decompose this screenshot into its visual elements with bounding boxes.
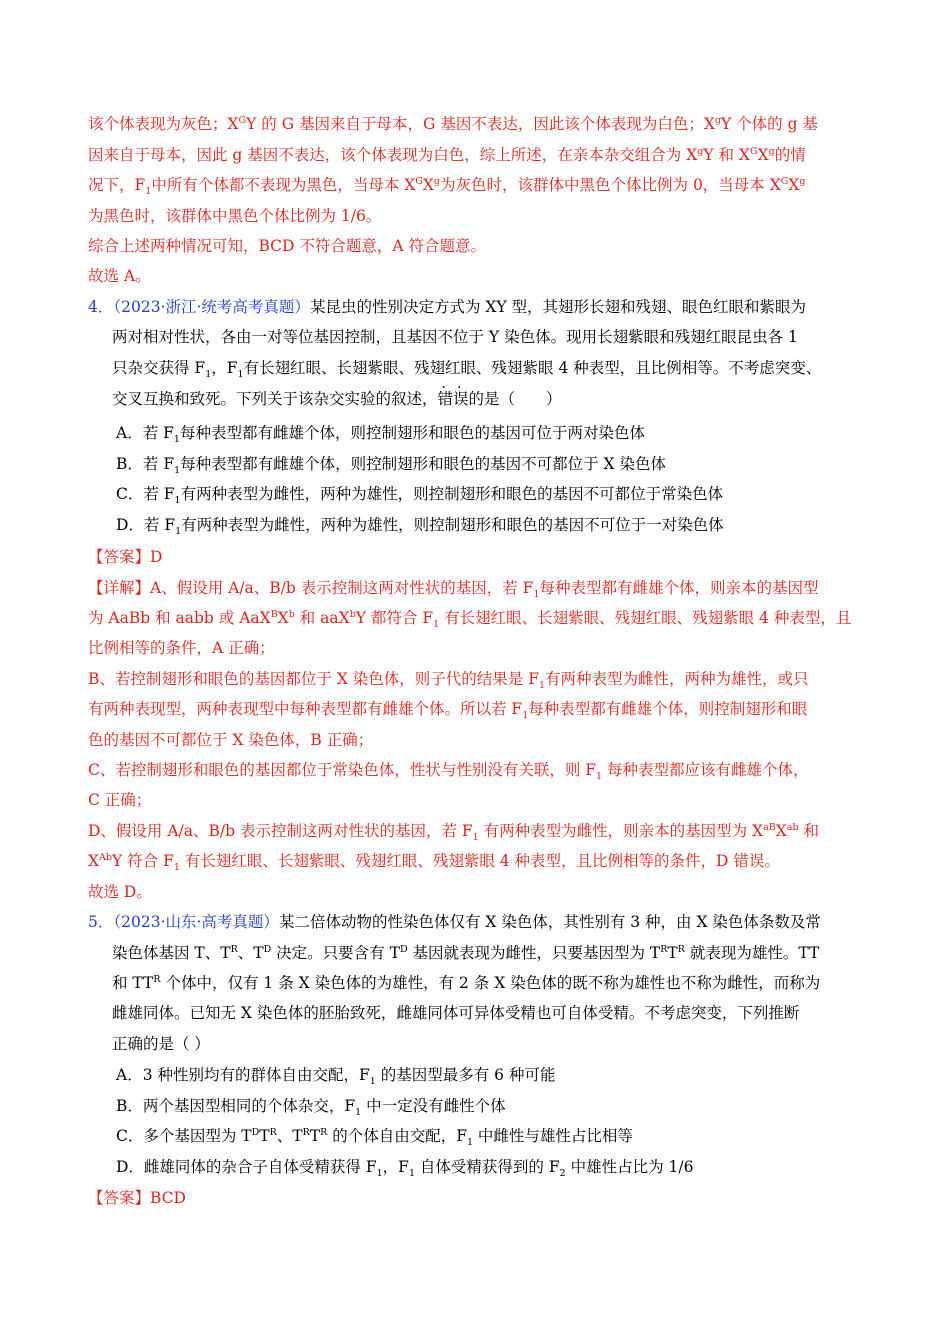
q4-number: 4． (88, 298, 114, 316)
q5-stem-line-1: 5．（2023·山东·高考真题）某二倍体动物的性染色体仅有 X 染色体，其性别有 3 种，由 X 染色体条数及常 (88, 913, 821, 931)
q5-source: （2023·山东·高考真题） (113, 913, 279, 931)
q4-detail-line-7: C、若控制翅形和眼色的基因都位于常染色体，性状与性别没有关联，则 $F_1$ 每种表型都应该有雌雄个体， (88, 761, 809, 783)
q4-detail-line-8: C 正确； (88, 791, 152, 809)
cont-line-5: 综合上述两种情况可知，BCD 不符合题意，A 符合题意。 (88, 237, 487, 255)
cont-line-2: 因来自于母本，因此 g 基因不表达，该个体表现为白色，综上所述，在亲本杂交组合为 $X^gY$ 和 $X^GX^g$的情 (88, 145, 806, 164)
q4-answer: 【答案】D (88, 548, 163, 566)
q4-option-b[interactable]: B．若 $F_1$每种表型都有雌雄个体，则控制翅形和眼色的基因不可都位于 X 染色体 (116, 455, 667, 477)
cont-line-3: 况下，$F_1$中所有个体都不表现为黑色，当母本 $X^GX^g$为灰色时，该群体中黑色个体比例为 0，当母本 $X^GX^g$ (88, 175, 806, 198)
q5-stem-line-2: 染色体基因 T、$T^R$、$T^D$ 决定。只要含有 $T^D$ 基因就表现为雌性，只要基因型为 $T^RT^R$ 就表现为雄性。TT (112, 943, 820, 962)
q4-detail-line-2: 为 AaBb 和 aabb 或 $AaX^BX^b$ 和 aaX$^b$Y 都符合 $F_1$ 有长翅红眼、长翅紫眼、残翅红眼、残翅紫眼 4 种表型，且 (88, 608, 852, 631)
q4-stem-line-4: 交叉互换和致死。下列关于该杂交实验的叙述，错误的是（ ） (112, 390, 562, 408)
q5-stem-line-4: 雌雄同体。已知无 X 染色体的胚胎致死，雌雄同体可异体受精也可自体受精。不考虑突变，下列推断 (112, 1004, 800, 1022)
q5-answer: 【答案】BCD (88, 1189, 186, 1207)
q5-option-d[interactable]: D．雌雄同体的杂合子自体受精获得 $F_1$，$F_1$ 自体受精获得到的 $F_2$ 中雄性占比为 1/6 (116, 1158, 694, 1180)
q5-option-c[interactable]: C．多个基因型为 $T^DT^R$、$T^RT^R$ 的个体自由交配，$F_1$ 中雌性与雄性占比相等 (116, 1126, 633, 1149)
cont-line-6: 故选 A。 (88, 267, 151, 285)
q4-detail-line-1: 【详解】A、假设用 A/a、B/b 表示控制这两对性状的基因，若 $F_1$每种表型都有雌雄个体，则亲本的基因型 (88, 579, 819, 601)
q4-choose: 故选 D。 (88, 883, 152, 901)
q5-stem-line-3: 和 $TT^R$ 个体中，仅有 1 条 X 染色体的为雄性，有 2 条 X 染色体的既不称为雄性也不称为雌性，而称为 (112, 973, 821, 992)
q4-stem-line-1: 4．（2023·浙江·统考高考真题）某昆虫的性别决定方式为 XY 型，其翅形长翅和残翅、眼色红眼和紫眼为 (88, 298, 807, 316)
q4-stem-line-2: 两对相对性状，各由一对等位基因控制，且基因不位于 Y 染色体。现用长翅紫眼和残翅红眼昆虫各 1 (112, 328, 798, 346)
q4-detail-line-9: D、假设用 A/a、B/b 表示控制这两对性状的基因，若 $F_1$ 有两种表型为雌性，则亲本的基因型为 $X^{aB}X^{ab}$ 和 (88, 821, 819, 844)
q5-option-b[interactable]: B．两个基因型相同的个体杂交，$F_1$ 中一定没有雌性个体 (116, 1097, 506, 1119)
q4-source: （2023·浙江·统考高考真题） (113, 298, 310, 316)
q4-detail-line-4: B、若控制翅形和眼色的基因都位于 X 染色体，则子代的结果是 $F_1$有两种表型为雌性，两种为雄性，或只 (88, 670, 809, 692)
q5-option-a[interactable]: A．3 种性别均有的群体自由交配，$F_1$ 的基因型最多有 6 种可能 (116, 1066, 556, 1088)
q4-detail-line-6: 色的基因不可都位于 X 染色体，B 正确； (88, 731, 374, 749)
q4-option-a[interactable]: A．若 $F_1$每种表型都有雌雄个体，则控制翅形和眼色的基因可位于两对染色体 (116, 424, 645, 446)
q4-stem-line-3: 只杂交获得 $F_1$，$F_1$有长翅红眼、长翅紫眼、残翅红眼、残翅紫眼 4 种表型，且比例相等。不考虑突变、 (112, 359, 822, 381)
emphasis-dot-2: 误 (453, 390, 469, 408)
q4-detail-line-3: 比例相等的条件，A 正确； (88, 639, 275, 657)
emphasis-dot-1: 错 (437, 390, 454, 408)
detail-tag: 【详解】 (88, 579, 151, 597)
q5-stem-line-5: 正确的是（ ） (112, 1035, 210, 1053)
q4-option-c[interactable]: C．若 $F_1$有两种表型为雌性，两种为雄性，则控制翅形和眼色的基因不可都位于常染色体 (116, 485, 724, 507)
q4-detail-line-5: 有两种表现型，两种表现型中每种表型都有雌雄个体。所以若 $F_1$每种表型都有雌雄个体，则控制翅形和眼 (88, 700, 808, 722)
q4-option-d[interactable]: D．若 $F_1$有两种表型为雌性，两种为雄性，则控制翅形和眼色的基因不可位于一对染色体 (116, 516, 724, 538)
q5-number: 5． (88, 913, 114, 931)
cont-line-1: 该个体表现为灰色；$X^GY$ 的 G 基因来自于母本，G 基因不表达，因此该个体表现为白色；$X^gY$ 个体的 g 基 (88, 114, 818, 133)
cont-line-4: 为黑色时，该群体中黑色个体比例为 1/6。 (88, 207, 382, 225)
q4-detail-line-10: $X^{Ab}Y$ 符合 $F_1$ 有长翅红眼、长翅紫眼、残翅红眼、残翅紫眼 4 种表型，且比例相等的条件，D 错误。 (88, 851, 780, 874)
